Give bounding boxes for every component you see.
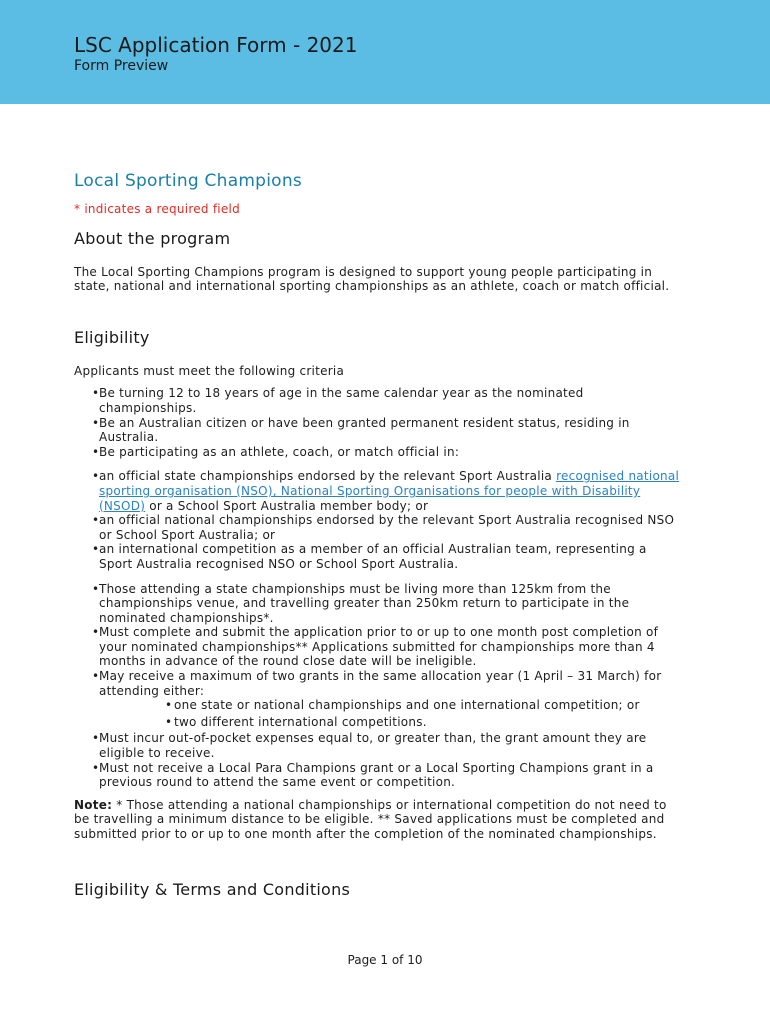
sub-list: [149, 698, 684, 729]
about-text: The Local Sporting Champions program is designed to support young people participating in state, national and international sporting championships as an athlete, coach or match official.: [74, 264, 670, 294]
nso-link[interactable]: recognised national sporting organisation (NSO), National Sporting Organisations for people with Disability (NSOD): [99, 469, 680, 513]
list-item-text: Be turning 12 to 18 years of age in the same calendar year as the nominated championships.: [99, 386, 584, 415]
eligibility-note: [74, 798, 684, 842]
note-text: * Those attending a national championships or international competition do not need to be travelling a minimum distance to be eligible. ** Saved applications must be completed and submitted prior to or up to one month after the completion of the nominated championships.: [74, 797, 667, 841]
bullet-icon: •: [92, 469, 100, 484]
list-item: [74, 445, 684, 460]
bullet-icon: •: [92, 386, 100, 401]
list-item-text: Be participating as an athlete, coach, or match official in:: [99, 444, 460, 459]
form-subtitle: Form Preview: [74, 58, 169, 74]
list-item-text: or a School Sport Australia member body; or: [145, 498, 429, 513]
criteria-intro: Applicants must meet the following criteria: [74, 363, 345, 378]
bullet-icon: •: [92, 542, 100, 557]
page-number: Page 1 of 10: [347, 953, 423, 967]
eligibility-heading: Eligibility: [74, 327, 150, 347]
list-item: [74, 731, 684, 760]
list-item: [74, 416, 684, 445]
list-item-text: Must not receive a Local Para Champions grant or a Local Sporting Champions grant in a previous round to attend the same event or competition.: [99, 760, 654, 790]
list-item-text: Must incur out-of-pocket expenses equal to, or greater than, the grant amount they are eligible to receive.: [99, 731, 647, 761]
bullet-icon: •: [92, 760, 100, 775]
list-item: [74, 582, 684, 626]
sub-list-item: [149, 715, 684, 730]
bullet-icon: •: [165, 714, 173, 729]
list-item: [74, 513, 684, 542]
note-label: Note:: [74, 797, 113, 812]
criteria-list-3: [74, 582, 684, 790]
list-item-text: May receive a maximum of two grants in the same allocation year (1 April – 31 March) for attending either:: [99, 669, 662, 698]
bullet-icon: •: [92, 625, 100, 640]
list-item: [74, 542, 684, 571]
form-content: [74, 170, 684, 916]
sub-list-item-text: one state or national championships and one international competition; or: [174, 698, 640, 713]
required-field-note: * indicates a required field: [74, 202, 240, 216]
list-item: [74, 386, 684, 415]
form-header: [0, 0, 770, 104]
criteria-list-1: [74, 386, 684, 459]
list-item: [74, 669, 684, 729]
criteria-list-2: [74, 469, 684, 571]
section-title: Local Sporting Champions: [74, 171, 302, 191]
bullet-icon: •: [165, 698, 173, 713]
sub-list-item: [149, 698, 684, 713]
bullet-icon: •: [92, 731, 100, 746]
list-item: [74, 761, 684, 790]
list-item-text: an official state championships endorsed by the relevant Sport Australia: [99, 469, 557, 484]
bullet-icon: •: [92, 415, 100, 430]
list-item-text: Must complete and submit the application prior to or up to one month post completion of your nominated championships** Applications submitted for championships more than 4 months in advance of the round close date will be ineligible.: [99, 625, 659, 669]
sub-list-item-text: two different international competitions.: [174, 714, 427, 729]
bullet-icon: •: [92, 669, 100, 684]
list-item-text: Be an Australian citizen or have been granted permanent resident status, residing in Australia.: [99, 415, 630, 445]
bullet-icon: •: [92, 513, 100, 528]
list-item: [74, 469, 684, 513]
bullet-icon: •: [92, 581, 100, 596]
bullet-icon: •: [92, 444, 100, 459]
list-item-text: Those attending a state championships must be living more than 125km from the championships venue, and travelling greater than 250km return to participate in the nominated championships*.: [99, 581, 630, 625]
terms-heading: Eligibility & Terms and Conditions: [74, 879, 351, 899]
form-title: LSC Application Form - 2021: [74, 33, 358, 57]
about-heading: About the program: [74, 228, 231, 248]
list-item-text: an international competition as a member of an official Australian team, representing a Sport Australia recognised NSO or School Sport Australia.: [99, 542, 647, 571]
list-item-text: an official national championships endorsed by the relevant Sport Australia recognised NSO or School Sport Australia; or: [99, 513, 675, 542]
list-item: [74, 625, 684, 669]
